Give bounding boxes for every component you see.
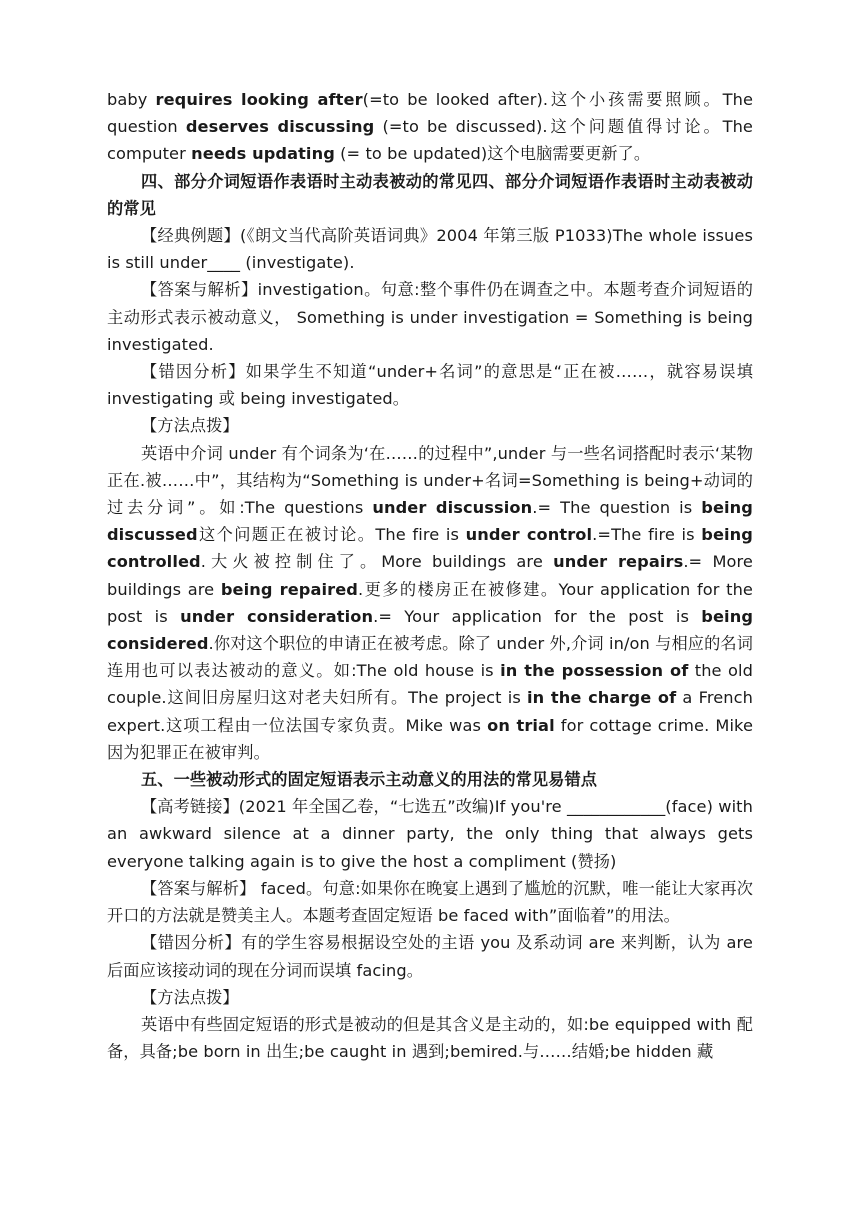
section-4-example: 【经典例题】(《朗文当代高阶英语词典》2004 年第三版 P1033)The whole issues is still under____ (investigate). — [107, 226, 753, 273]
section-4-error-analysis: 【错因分析】如果学生不知道“under+名词”的意思是“正在被……，就容易误填 investigating 或 being investigated。 — [107, 362, 753, 409]
bold-phrase: being controlled — [107, 525, 753, 572]
section-4-method-label: 【方法点拨】 — [141, 416, 239, 436]
bold-phrase: deserves discussing — [185, 117, 375, 137]
section-5-example: 【高考链接】(2021 年全国乙卷，“七选五”改编)If you're ____________(face) with an awkward silence at a dinner party, the only thing that always gets everyone talking again is to give the host a compliment (赞扬) — [107, 797, 753, 871]
bold-phrase: being repaired — [220, 579, 358, 599]
bold-phrase: being discussed — [107, 498, 753, 545]
bold-phrase: needs updating — [191, 144, 335, 164]
bold-phrase: requires looking after — [155, 90, 363, 109]
section-4-method-text: 英语中介词 under 有个词条为‘在……的过程中”,under 与一些名词搭配时表示‘某物正在.被……中”，其结构为“Something is under+名词=Something is being+动词的过去分词”。如:The questions under discussion.= The question is being discussed这个问题正在被讨论。The fire is under control.=The fire is being controlled.大火被控制住了。More buildings are under repairs.= More buildings are being repaired.更多的楼房正在被修建。Your application for the post is under consideration.= Your application for the post is being considered.你对这个职位的申请正在被考虑。除了 under 外,介词 in/on 与相应的名词连用也可以表达被动的意义。如:The old house is in the possession of the old couple.这间旧房屋归这对老夫妇所有。The project is in the charge of a French expert.这项工程由一位法国专家负责。Mike was on trial for cottage crime. Mike 因为犯罪正在被审判。 — [107, 443, 754, 762]
bold-phrase: under control — [465, 525, 593, 545]
paragraph-intro: baby requires looking after(=to be looked after).这个小孩需要照顾。The question deserves discussing (=to be discussed).这个问题值得讨论。The computer needs updating (= to be updated)这个电脑需要更新了。 — [107, 90, 753, 164]
document-page — [107, 86, 753, 1065]
bold-phrase: in the charge of — [527, 688, 677, 708]
bold-phrase: on trial — [487, 715, 555, 735]
bold-phrase: being considered — [107, 606, 754, 654]
bold-phrase: in the possession of — [500, 661, 689, 681]
section-5-method-text: 英语中有些固定短语的形式是被动的但是其含义是主动的，如:be equipped with 配备，具备;be born in 出生;be caught in 遇到;bemired.与……结婚;be hidden 藏 — [107, 1014, 753, 1062]
section-4-heading: 四、部分介词短语作表语时主动表被动的常见四、部分介词短语作表语时主动表被动的常见 — [107, 171, 753, 218]
bold-phrase: under discussion — [372, 498, 533, 518]
section-5-heading: 五、一些被动形式的固定短语表示主动意义的用法的常见易错点 — [141, 770, 598, 790]
section-5-error-analysis: 【错因分析】有的学生容易根据设空处的主语 you 及系动词 are 来判断，认为 are 后面应该接动词的现在分词而误填 facing。 — [107, 933, 753, 980]
section-4-answer: 【答案与解析】investigation。句意:整个事件仍在调查之中。本题考查介词短语的主动形式表示被动意义， Something is under investigation = Something is being investigated. — [107, 280, 753, 354]
section-5-answer: 【答案与解析】 faced。句意:如果你在晚宴上遇到了尴尬的沉默，唯一能让大家再次开口的方法就是赞美主人。本题考查固定短语 be faced with”面临着”的用法。 — [107, 878, 753, 926]
bold-phrase: under consideration — [180, 606, 374, 626]
bold-phrase: under repairs — [553, 552, 684, 572]
section-5-method-label: 【方法点拨】 — [141, 987, 239, 1007]
